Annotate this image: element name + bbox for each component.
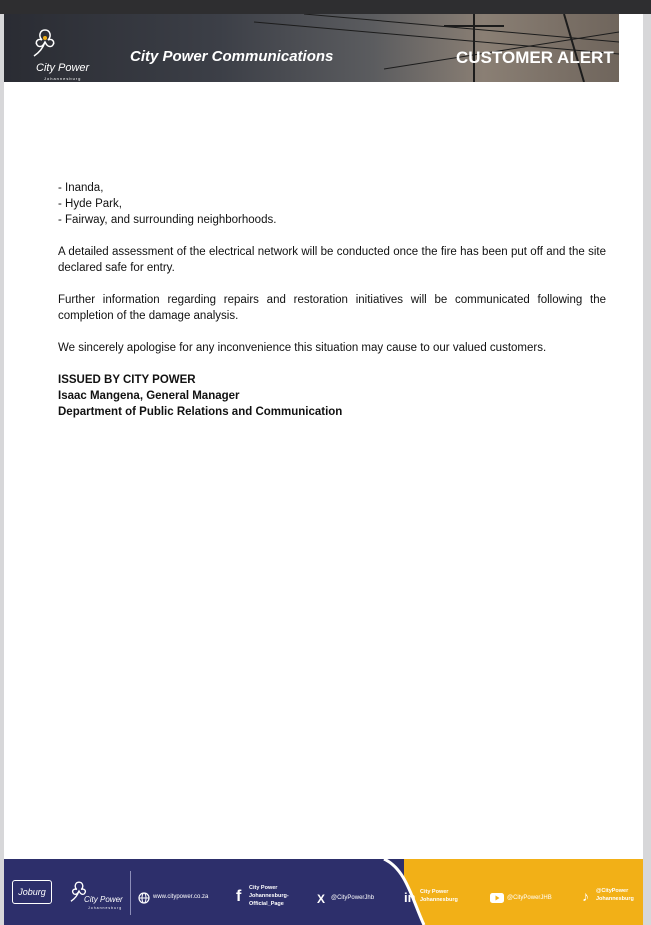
customer-alert-title: CUSTOMER ALERT bbox=[456, 48, 614, 67]
document-page bbox=[4, 14, 643, 924]
footer-brand-subtitle: Johannesburg bbox=[88, 906, 123, 910]
footer-brand-name: City Power bbox=[84, 895, 123, 904]
youtube-icon[interactable] bbox=[490, 893, 504, 903]
signatory: Isaac Mangena, General Manager bbox=[58, 390, 240, 402]
alert-body bbox=[58, 180, 606, 420]
brand-subtitle: Johannesburg bbox=[44, 76, 82, 81]
assessment-paragraph: A detailed assessment of the electrical network will be conducted once the fire has been put off and the site declared safe for entry. bbox=[58, 246, 606, 274]
area-item: - Hyde Park, bbox=[58, 198, 122, 210]
area-item: - Fairway, and surrounding neighborhoods. bbox=[58, 214, 277, 226]
footer-bar bbox=[4, 859, 643, 925]
facebook-icon[interactable]: f bbox=[236, 888, 242, 905]
joburg-logo: Joburg bbox=[12, 880, 52, 904]
communications-title: City Power Communications bbox=[130, 48, 334, 65]
brand-name: City Power bbox=[36, 62, 90, 74]
issued-by: ISSUED BY CITY POWER bbox=[58, 374, 196, 386]
linkedin-line-1: City Power bbox=[420, 889, 449, 895]
website-link[interactable]: www.citypower.co.za bbox=[153, 894, 209, 900]
youtube-handle[interactable]: @CityPowerJHB bbox=[507, 895, 552, 901]
facebook-line-3: Official_Page bbox=[249, 901, 284, 907]
apology-paragraph: We sincerely apologise for any inconvenience this situation may cause to our valued customers. bbox=[58, 342, 547, 354]
city-power-logo bbox=[14, 26, 104, 81]
facebook-line-1: City Power bbox=[249, 885, 278, 891]
x-handle[interactable]: @CityPowerJhb bbox=[331, 895, 375, 901]
tiktok-icon[interactable]: ♪ bbox=[582, 888, 589, 904]
further-info-paragraph: Further information regarding repairs and restoration initiatives will be communicated following the completion of the damage analysis. bbox=[58, 294, 606, 322]
tiktok-line-2: Johannesburg bbox=[596, 896, 634, 902]
x-icon[interactable]: X bbox=[317, 892, 326, 906]
department: Department of Public Relations and Communication bbox=[58, 406, 343, 418]
linkedin-icon[interactable]: in bbox=[404, 890, 416, 905]
header-banner bbox=[4, 14, 619, 82]
facebook-line-2: Johannesburg- bbox=[249, 893, 289, 899]
globe-icon bbox=[138, 892, 150, 904]
footer-divider bbox=[130, 871, 131, 915]
linkedin-line-2: Johannesburg bbox=[420, 897, 458, 903]
tiktok-line-1: @CityPower bbox=[596, 888, 629, 894]
flower-logo-icon bbox=[30, 26, 60, 58]
area-item: - Inanda, bbox=[58, 182, 104, 194]
top-strip bbox=[0, 0, 651, 14]
